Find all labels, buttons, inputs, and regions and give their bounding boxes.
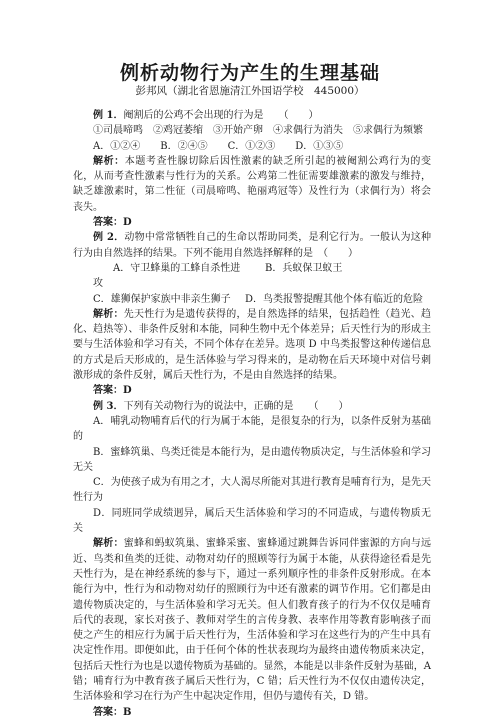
answer-value: D xyxy=(123,385,132,397)
question-1-choices: A．①②④ B．②④⑤ C．①②③ D．①③⑤ xyxy=(93,140,344,152)
question-3-stem xyxy=(73,399,431,414)
document-body xyxy=(73,108,431,720)
question-2-analysis xyxy=(73,307,431,383)
analysis-text: 先天性行为是遗传获得的，是自然选择的结果，包括趋性（趋光、趋化、趋热等）、非条件反射和本能，同种生物中无个体差异；后天性行为的形成主要与生活体验和学习有关，不同个体存在差异。选项 D 中鸟类报警这种传递信息的方式是后天形成的，是生活体验与学习得来的，是动物在后天环境中对信号刺激形成的条件反射，属后天性行为，不是由自然选择的结果。 xyxy=(73,308,431,382)
answer-value: D xyxy=(123,217,132,229)
choice-d: D．同班同学成绩迥异，属后天生活体验和学习的不同造成，与遗传物质无关 xyxy=(73,507,431,535)
analysis-text: 蜜蜂和蚂蚁筑巢、蜜蜂采蜜、蜜蜂通过跳舞告诉同伴蜜源的方向与远近、鸟类和鱼类的迁徙、动物对幼仔的照顾等行为属于本能，从获得途径看是先天性行为，是在神经系统的参与下，通过一系列顺序性的非条件反射形成。在本能行为中，性行为和动物对幼仔的照顾行为中还有激素的调节作用。它们都是由遗传物质决定的，与生活体验和学习无关。但人们教育孩子的行为不仅仅是哺育后代的表现，家长对孩子、教师对学生的言传身教、表率作用等教育影响孩子而使之产生的相应行为属于后天性行为，生活体验和学习在这些行为的产生中具有决定性作用。即便如此，由于任何个体的性状表现均为最终由遗传物质来决定，包括后天性行为也是以遗传物质为基础的。显然，本能是以非条件反射为基础，A 错；哺育行为中教育孩子属后天性行为，C 错；后天性行为不仅仅由遗传决定，生活体验和学习在行为产生中起决定作用，但仍与遗传有关，D 错。 xyxy=(73,538,431,703)
analysis-label: 解析： xyxy=(93,538,124,550)
question-2-choices-cd xyxy=(73,292,431,307)
question-2-choices-ab xyxy=(73,261,431,292)
question-3-label: 例 3． xyxy=(93,400,124,412)
author-line: 彭邦风（湖北省恩施清江外国语学校 445000） xyxy=(135,85,365,97)
analysis-label: 解析： xyxy=(93,308,124,320)
question-3-text: 下列有关动物行为的说法中，正确的是 （ ） xyxy=(123,400,349,412)
question-1-label: 例 1． xyxy=(93,110,124,121)
question-1-options: ①司晨啼鸣 ②鸡冠萎缩 ③开始产卵 ④求偶行为消失 ⑤求偶行为频繁 xyxy=(93,125,423,137)
choice-b: B．蜜蜂筑巢、鸟类迁徙是本能行为，是由遗传物质决定，与生活体验和学习无关 xyxy=(73,446,431,473)
question-2-stem xyxy=(73,230,431,261)
choice-a: A．守卫蜂巢的工蜂自杀性进攻 xyxy=(93,262,241,290)
choice-a: A．哺乳动物哺育后代的行为属于本能，是很复杂的行为，以条件反射为基础的 xyxy=(73,415,431,443)
question-3-answer xyxy=(73,705,431,720)
question-2-answer xyxy=(73,383,431,398)
analysis-label: 解析： xyxy=(93,155,125,167)
question-3-analysis xyxy=(73,536,431,704)
question-1-text: 阉割后的公鸡不会出现的行为是 （ ） xyxy=(123,110,319,121)
choice-c: C．雄狮保护家族中非亲生狮子 xyxy=(93,293,231,305)
question-2-text: 动物中常常牺牲自己的生命以帮助同类，是利它行为。一般认为这种行为由自然选择的结果。下列不能用自然选择解释的是 （ ） xyxy=(73,232,431,259)
question-1-stem xyxy=(73,108,431,123)
answer-label: 答案： xyxy=(93,385,123,397)
choice-b: B．兵蚁保卫蚁王 xyxy=(265,262,343,274)
answer-label: 答案： xyxy=(93,217,123,229)
question-1-analysis xyxy=(73,154,431,215)
question-2-label: 例 2． xyxy=(93,232,125,244)
page-title: 例析动物行为产生的生理基础 xyxy=(119,62,380,84)
answer-value: B xyxy=(123,706,132,718)
question-1-answer xyxy=(73,215,431,230)
analysis-text: 本题考查性腺切除后因性激素的缺乏所引起的被阉割公鸡行为的变化，从而考查性激素与性行为的关系。公鸡第二性征需要雄激素的激发与维持，缺乏雄激素时，第二性征（司晨啼鸣、艳丽鸡冠等）及性行为（求偶行为）将会丧失。 xyxy=(73,155,432,213)
choice-d: D．鸟类报警提醒其他个体有临近的危险 xyxy=(245,293,424,305)
answer-label: 答案： xyxy=(93,706,123,718)
choice-c: C．为使孩子成为有用之才，大人渴尽所能对其进行教育是哺育行为，是先天性行为 xyxy=(73,477,431,504)
